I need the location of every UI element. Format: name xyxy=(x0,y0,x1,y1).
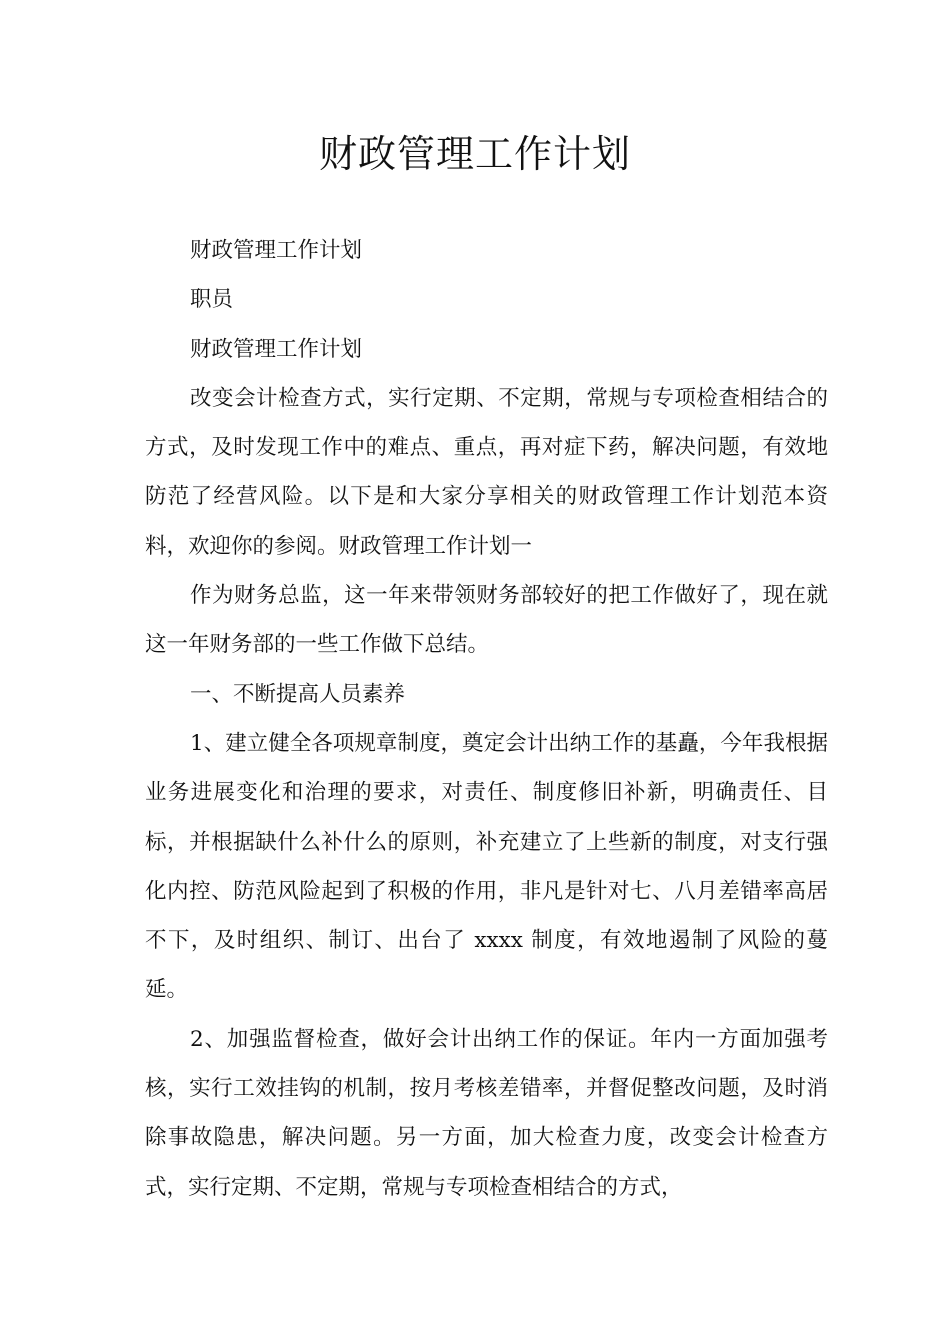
document-body xyxy=(145,226,828,1212)
paragraph-item-2: 2、加强监督检查，做好会计出纳工作的保证。年内一方面加强考核，实行工效挂钩的机制，按月考核差错率，并督促整改问题，及时消除事故隐患，解决问题。另一方面，加大检查力度，改变会计检查方式，实行定期、不定期，常规与专项检查相结合的方式， xyxy=(145,1026,828,1200)
paragraph-item-1: 1、建立健全各项规章制度，奠定会计出纳工作的基矗，今年我根据业务进展变化和治理的要求，对责任、制度修旧补新，明确责任、目标，并根据缺什么补什么的原则，补充建立了上些新的制度，对支行强化内控、防范风险起到了积极的作用，非凡是针对七、八月差错率高居不下，及时组织、制订、出台了 xxxx 制度，有效地遏制了风险的蔓延。 xyxy=(145,730,828,1003)
paragraph-subtitle: 财政管理工作计划 xyxy=(190,336,363,362)
paragraph-author: 职员 xyxy=(190,287,234,313)
paragraph-summary: 作为财务总监，这一年来带领财务部较好的把工作做好了，现在就这一年财务部的一些工作做下总结。 xyxy=(145,583,828,658)
section-heading-1: 一、不断提高人员素养 xyxy=(190,681,406,707)
document-title: 财政管理工作计划 xyxy=(318,132,631,176)
paragraph-intro: 改变会计检查方式，实行定期、不定期，常规与专项检查相结合的方式，及时发现工作中的难点、重点，再对症下药，解决问题，有效地防范了经营风险。以下是和大家分享相关的财政管理工作计划范本资料，欢迎你的参阅。财政管理工作计划一 xyxy=(145,385,828,559)
paragraph-heading: 财政管理工作计划 xyxy=(190,238,363,263)
